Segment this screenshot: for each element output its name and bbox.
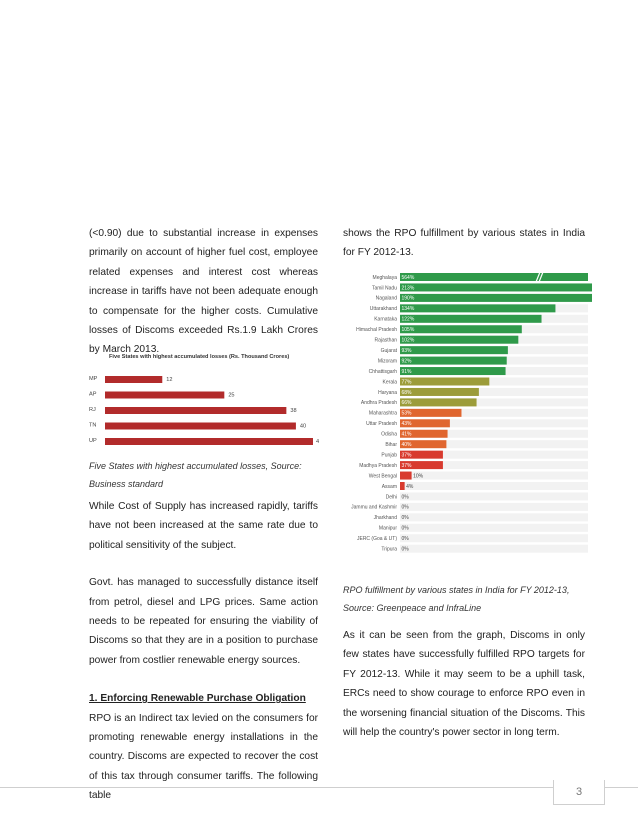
rpo-bar-track bbox=[400, 534, 588, 542]
rpo-value-label: 122% bbox=[401, 316, 415, 323]
rpo-category-label: Himachal Pradesh bbox=[356, 327, 397, 334]
rpo-category-label: Assam bbox=[381, 483, 397, 490]
rpo-value-label: 0% bbox=[401, 494, 409, 501]
left-paragraph-3: Govt. has managed to successfully distance itself from petrol, diesel and LPG prices. Same action needs to be repeated for ensuring the viability of Discoms so that they are in a position to purchase power from costlier renewable energy sources. bbox=[89, 577, 318, 666]
losses-category-label: UP bbox=[89, 438, 97, 444]
rpo-value-label: 0% bbox=[401, 546, 409, 553]
rpo-value-label: 0% bbox=[401, 515, 409, 522]
rpo-value-label: 564% bbox=[401, 274, 415, 281]
rpo-category-label: West Bengal bbox=[368, 473, 397, 480]
section-heading: 1. Enforcing Renewable Purchase Obligation bbox=[89, 693, 306, 705]
rpo-value-label: 0% bbox=[401, 504, 409, 511]
rpo-category-label: Tripura bbox=[381, 546, 397, 553]
rpo-bar bbox=[400, 367, 506, 375]
rpo-bar bbox=[400, 315, 542, 323]
rpo-category-label: Karnataka bbox=[374, 316, 397, 323]
rpo-category-label: Jammu and Kashmir bbox=[351, 504, 397, 511]
losses-bar bbox=[105, 407, 286, 414]
rpo-value-label: 91% bbox=[401, 368, 412, 375]
losses-bar bbox=[105, 438, 313, 445]
losses-chart-caption: Five States with highest accumulated losses, Source: Business standard bbox=[89, 461, 302, 489]
rpo-bar bbox=[400, 378, 489, 386]
rpo-value-label: 134% bbox=[401, 306, 415, 313]
losses-chart bbox=[89, 348, 321, 456]
losses-category-label: TN bbox=[89, 422, 97, 429]
rpo-bar bbox=[400, 346, 508, 354]
right-column-lower bbox=[343, 626, 585, 742]
rpo-bar bbox=[400, 472, 412, 480]
right-paragraph-1: shows the RPO fulfillment by various states in India for FY 2012-13. bbox=[343, 228, 585, 259]
rpo-value-label: 93% bbox=[401, 347, 412, 354]
rpo-category-label: Uttarakhand bbox=[369, 306, 397, 313]
rpo-bar bbox=[400, 273, 588, 281]
rpo-bar-track bbox=[400, 545, 588, 553]
rpo-category-label: Jharkhand bbox=[373, 515, 397, 522]
rpo-bar-track bbox=[400, 503, 588, 511]
rpo-bar bbox=[400, 304, 555, 312]
rpo-category-label: Uttar Pradesh bbox=[366, 421, 397, 428]
rpo-value-label: 102% bbox=[401, 337, 415, 344]
rpo-value-label: 37% bbox=[401, 462, 412, 469]
rpo-bar bbox=[400, 294, 592, 302]
rpo-value-label: 43% bbox=[401, 421, 412, 428]
losses-category-label: MP bbox=[89, 376, 98, 382]
rpo-value-label: 40% bbox=[401, 442, 412, 448]
rpo-chart-caption: RPO fulfillment by various states in India for FY 2012-13, Source: Greenpeace and InfraLine bbox=[343, 585, 570, 613]
rpo-value-label: 37% bbox=[401, 452, 412, 459]
rpo-category-label: Meghalaya bbox=[372, 274, 397, 281]
rpo-value-label: 66% bbox=[401, 400, 412, 407]
losses-value-label: 4 bbox=[316, 439, 320, 445]
losses-value-label: 12 bbox=[166, 377, 173, 383]
rpo-category-label: Tamil Nadu bbox=[371, 285, 397, 292]
rpo-category-label: Andhra Pradesh bbox=[360, 400, 397, 407]
rpo-category-label: Rajasthan bbox=[374, 337, 397, 344]
rpo-value-label: 105% bbox=[401, 327, 415, 334]
rpo-category-label: Manipur bbox=[378, 525, 397, 532]
losses-chart-title: Five States with highest accumulated losses (Rs. Thousand Crores) bbox=[109, 354, 290, 360]
rpo-value-label: 190% bbox=[401, 295, 415, 302]
rpo-bar-track bbox=[400, 482, 588, 490]
rpo-value-label: 53% bbox=[401, 410, 412, 417]
rpo-category-label: Nagaland bbox=[375, 295, 397, 302]
rpo-value-label: 213% bbox=[401, 285, 415, 292]
rpo-category-label: Mizoram bbox=[377, 358, 397, 365]
rpo-bar bbox=[400, 336, 518, 344]
right-paragraph-2: As it can be seen from the graph, Discoms in only few states have successfully fulfilled RPO targets for FY 2012-13. While it may seem to be a uphill task, ERCs need to show courage to enforce RPO even in the worsening financial situation of the Discoms. This will help the country's power sector in long term. bbox=[343, 630, 585, 739]
rpo-bar bbox=[400, 357, 507, 365]
left-paragraph-2: While Cost of Supply has increased rapidly, tariffs have not been increased at the same rate due to political sensitivity of the subject. bbox=[89, 501, 318, 551]
left-column-lower bbox=[89, 497, 318, 806]
rpo-category-label: Madhya Pradesh bbox=[359, 462, 397, 469]
losses-bar bbox=[105, 392, 224, 399]
rpo-value-label: 0% bbox=[401, 525, 409, 532]
footer-divider bbox=[0, 787, 638, 788]
rpo-category-label: Delhi bbox=[385, 494, 397, 501]
rpo-bar-track bbox=[400, 472, 588, 480]
rpo-value-label: 41% bbox=[401, 431, 412, 438]
rpo-category-label: Haryana bbox=[378, 389, 397, 396]
rpo-bar bbox=[400, 388, 479, 396]
rpo-bar-track bbox=[400, 513, 588, 521]
rpo-category-label: Odisha bbox=[381, 431, 397, 438]
left-paragraph-4: RPO is an Indirect tax levied on the consumers for promoting renewable energy installations in the country. Discoms are expected to recover the cost of this tax through consumer tariffs. The following table bbox=[89, 712, 318, 802]
rpo-value-label: 4% bbox=[406, 483, 414, 490]
losses-category-label: AP bbox=[89, 391, 97, 398]
page-number: 3 bbox=[553, 780, 605, 805]
rpo-chart bbox=[330, 268, 592, 568]
losses-value-label: 25 bbox=[228, 392, 235, 399]
rpo-category-label: Maharashtra bbox=[368, 410, 397, 417]
rpo-bar bbox=[400, 325, 522, 333]
rpo-bar bbox=[400, 482, 405, 490]
losses-category-label: RJ bbox=[89, 407, 96, 413]
rpo-category-label: Bihar bbox=[385, 442, 397, 448]
rpo-category-label: Chhattisgarh bbox=[368, 368, 397, 375]
left-column bbox=[89, 224, 318, 360]
rpo-value-label: 92% bbox=[401, 358, 412, 365]
rpo-value-label: 0% bbox=[401, 536, 409, 543]
rpo-category-label: Punjab bbox=[381, 452, 397, 459]
rpo-category-label: Gujarat bbox=[380, 347, 397, 354]
rpo-bar bbox=[400, 283, 592, 291]
losses-value-label: 40 bbox=[299, 423, 307, 430]
rpo-value-label: 10% bbox=[413, 473, 424, 480]
rpo-category-label: Kerala bbox=[382, 379, 397, 386]
rpo-value-label: 68% bbox=[401, 389, 412, 396]
left-paragraph-1: (<0.90) due to substantial increase in expenses primarily on account of higher fuel cost, employee related expenses and interest cost whereas increase in tariffs have not been adequate enough to compensate for the higher costs. Cumulative losses of Discoms exceeded Rs.1.9 Lakh Crores by March 2013. bbox=[89, 228, 318, 356]
rpo-bar-track bbox=[400, 524, 588, 532]
losses-bar bbox=[105, 376, 162, 383]
rpo-value-label: 77% bbox=[401, 379, 412, 386]
losses-value-label: 38 bbox=[290, 408, 297, 414]
rpo-bar-track bbox=[400, 492, 588, 500]
rpo-category-label: JERC (Goa & UT) bbox=[356, 536, 397, 543]
losses-bar bbox=[105, 423, 296, 430]
right-column bbox=[343, 224, 585, 263]
